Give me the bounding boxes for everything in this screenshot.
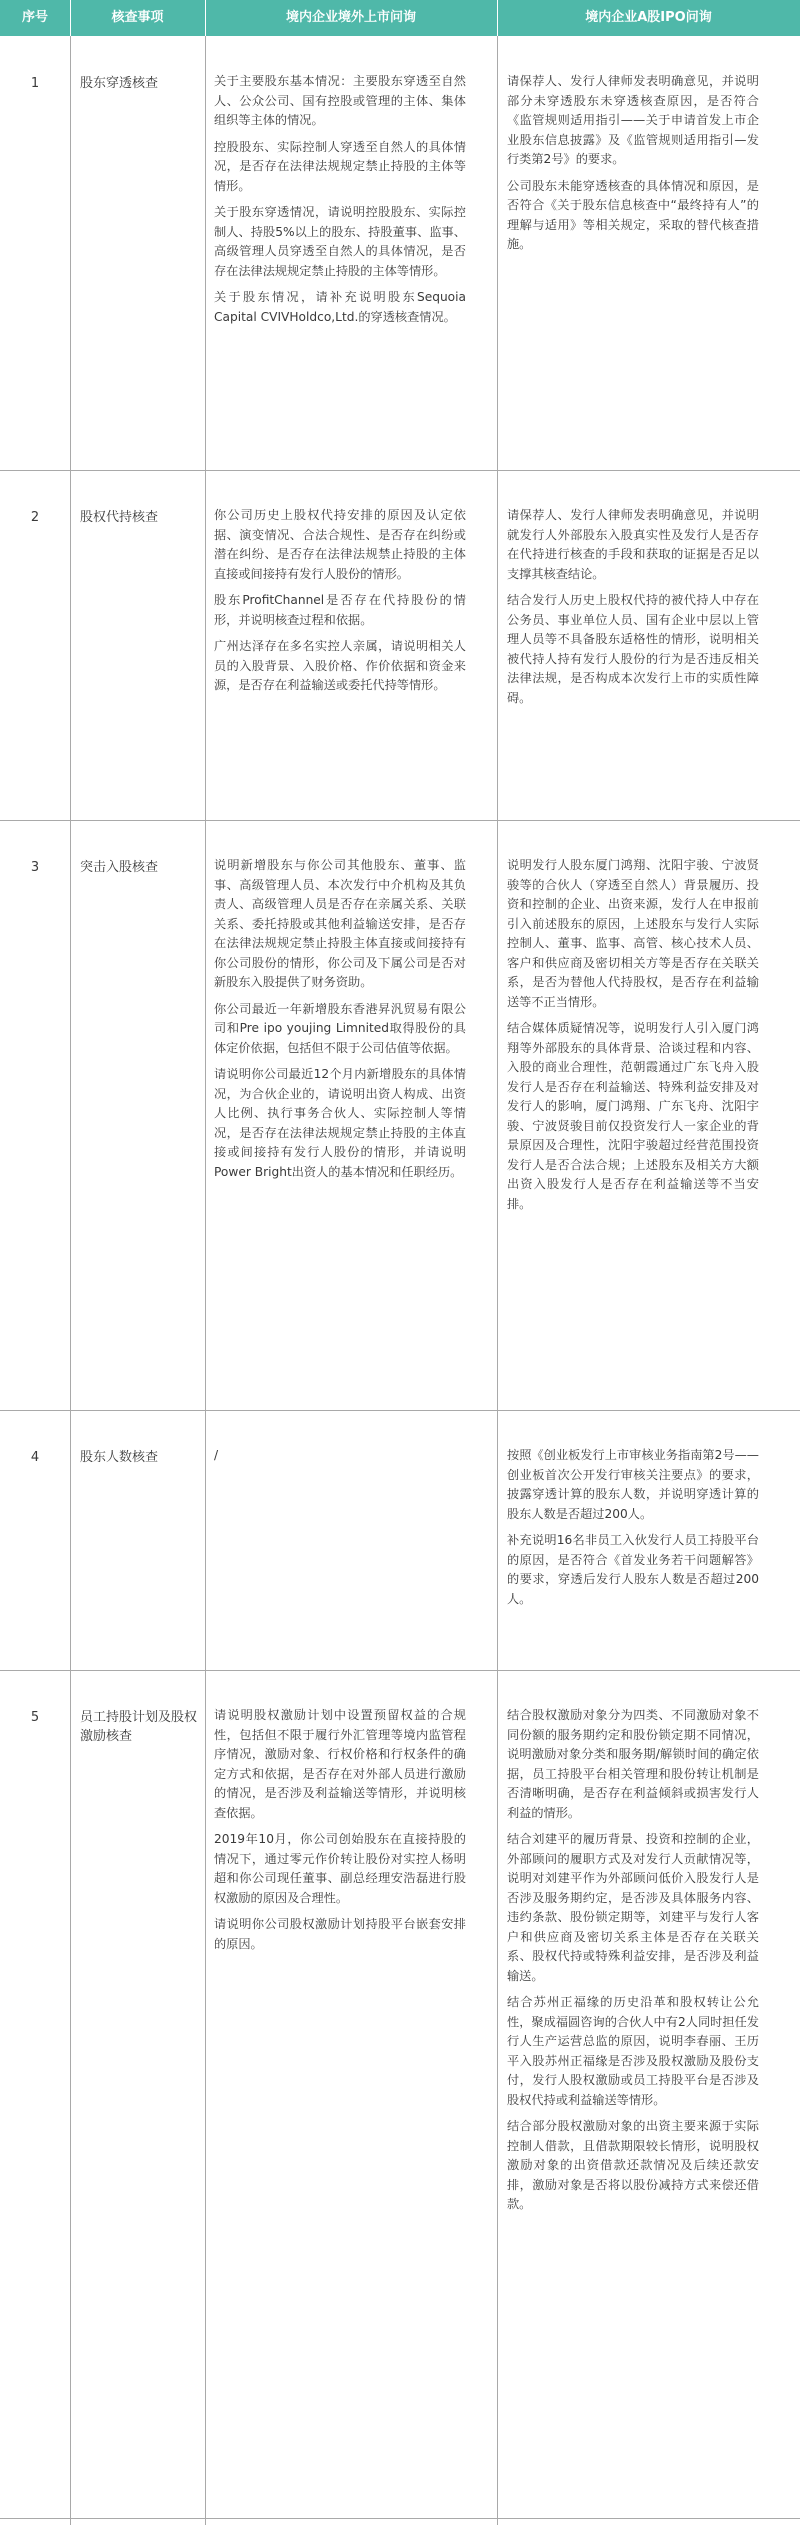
paragraph: 结合股权激励对象分为四类、不同激励对象不同份额的服务期约定和股份锁定期不同情况，说明激励对象分类和服务期/解锁时间的确定依据，员工持股平台相关管理和股份转让机制是否清晰明确，是否存在利益倾斜或损害发行人利益的情形。 [507,1708,759,1820]
header-col-domestic: 境内企业A股IPO问询 [585,10,712,25]
table-row [0,470,800,820]
paragraph: 按照《创业板发行上市审核业务指南第2号——创业板首次公开发行审核关注要点》的要求，披露穿透计算的股东人数，并说明穿透计算的股东人数是否超过200人。 [507,1448,759,1521]
paragraph: 关于股东穿透情况，请说明控股股东、实际控制人、持股5%以上的股东、持股董事、监事、高级管理人员穿透至自然人的具体情况，是否存在法律法规规定禁止持股的主体等情形。 [214,205,466,278]
domestic-cell [507,506,759,715]
row-number: 1 [30,76,40,91]
overseas-cell [214,856,466,1189]
overseas-cell [214,1446,466,1473]
overseas-cell [214,506,466,703]
paragraph: 补充说明16名非员工入伙发行人员工持股平台的原因，是否符合《首发业务若干问题解答》的要求，穿透后发行人股东人数是否超过200人。 [507,1533,759,1606]
paragraph: 你公司历史上股权代持安排的原因及认定依据、演变情况、合法合规性、是否存在纠纷或潜在纠纷、是否存在法律法规禁止持股的主体直接或间接持有发行人股份的情形。 [214,508,466,581]
paragraph: 请说明你公司最近12个月内新增股东的具体情况，为合伙企业的，请说明出资人构成、出资人比例、执行事务合伙人、实际控制人等情况，是否存在法律法规规定禁止持股的主体直接或间接持有发行人股份的情形，并请说明Power Bright出资人的基本情况和任职经历。 [214,1067,466,1179]
paragraph: 请说明股权激励计划中设置预留权益的合规性，包括但不限于履行外汇管理等境内监管程序情况，激励对象、行权价格和行权条件的确定方式和依据，是否存在对外部人员进行激励的情况，是否涉及利益输送等情形，并说明核查依据。 [214,1708,466,1820]
row-item: 股东人数核查 [80,1450,159,1465]
paragraph: 说明发行人股东厦门鸿翔、沈阳宇骏、宁波贤骏等的合伙人（穿透至自然人）背景履历、投资和控制的企业、出资来源，发行人在申报前引入前述股东的原因，上述股东与发行人实际控制人、董事、监事、高管、核心技术人员、客户和供应商及密切相关方等是否存在关联关系，是否为替他人代持股权，是否存在利益输送等不正当情形。 [507,858,759,1009]
paragraph: 2019年10月，你公司创始股东在直接持股的情况下，通过零元作价转让股份对实控人杨明超和你公司现任董事、副总经理安浩磊进行股权激励的原因及合理性。 [214,1832,466,1905]
header-col-item: 核查事项 [111,10,164,25]
paragraph: 股东ProfitChannel是否存在代持股份的情形，并说明核查过程和依据。 [214,593,466,627]
overseas-cell [214,1706,466,1961]
table-row [0,820,800,1410]
row-item: 突击入股核查 [80,860,159,875]
table-header [0,0,800,36]
paragraph: 请说明你公司股权激励计划持股平台嵌套安排的原因。 [214,1917,466,1951]
paragraph: 控股股东、实际控制人穿透至自然人的具体情况，是否存在法律法规规定禁止持股的主体等情形。 [214,139,466,193]
header-col-overseas: 境内企业境外上市问询 [285,10,416,25]
table-row [0,36,800,470]
paragraph: / [214,1448,219,1462]
domestic-cell [507,72,759,262]
paragraph: 结合发行人历史上股权代持的被代持人中存在公务员、事业单位人员、国有企业中层以上管理人员等不具备股东适格性的情形，说明相关被代持人持有发行人股份的行为是否违反相关法律法规，是否构成本次发行上市的实质性障碍。 [507,593,759,705]
paragraph: 公司股东未能穿透核查的具体情况和原因，是否符合《关于股东信息核查中“最终持有人”的理解与适用》等相关规定，采取的替代核查措施。 [507,178,759,251]
paragraph: 请保荐人、发行人律师发表明确意见，并说明就发行人外部股东入股真实性及发行人是否存在代持进行核查的手段和获取的证据是否足以支撑其核查结论。 [507,508,759,581]
row-divider [0,2518,800,2519]
paragraph: 结合媒体质疑情况等，说明发行人引入厦门鸿翔等外部股东的具体背景、洽谈过程和内容、入股的商业合理性，范朝霞通过广东飞舟入股发行人是否存在利益输送、特殊利益安排及对发行人的影响，厦门鸿翔、广东飞舟、沈阳宇骏、宁波贤骏目前仅投资发行人一家企业的背景原因及合理性，沈阳宇骏超过经营范围投资发行人是否合法合规；上述股东及相关方大额出资入股发行人是否存在利益输送等不当安排。 [507,1021,759,1211]
paragraph: 关于主要股东基本情况：主要股东穿透至自然人、公众公司、国有控股或管理的主体、集体组织等主体的情况。 [214,74,466,127]
domestic-cell [507,1446,759,1616]
row-item: 股东穿透核查 [80,76,159,91]
table-row [0,1410,800,1670]
paragraph: 结合刘建平的履历背景、投资和控制的企业，外部顾问的履职方式及对发行人贡献情况等，说明对刘建平作为外部顾问低价入股发行人是否涉及服务期约定，是否涉及具体服务内容、违约条款、股份锁定期等，刘建平与发行人客户和供应商及密切关系主体是否存在关联关系、股权代持或特殊利益安排，是否涉及利益输送。 [507,1832,759,1983]
row-item: 股权代持核查 [80,510,159,525]
overseas-cell [214,72,466,334]
paragraph: 结合苏州正福缘的历史沿革和股权转让公允性，聚成福圆咨询的合伙人中有2人同时担任发行人生产运营总监的原因，说明李春丽、王历平入股苏州正福缘是否涉及股权激励及股份支付，发行人股权激励或员工持股平台是否涉及股权代持或利益输送等情形。 [507,1995,759,2107]
paragraph: 关于股东情况，请补充说明股东Sequoia Capital CVIVHoldco,Ltd.的穿透核查情况。 [214,290,466,324]
row-number: 5 [30,1710,40,1725]
paragraph: 你公司最近一年新增股东香港昇汎贸易有限公司和Pre ipo youjing Limnited取得股份的具体定价依据，包括但不限于公司估值等依据。 [214,1001,466,1055]
row-number: 4 [30,1450,40,1465]
domestic-cell [507,1706,759,2222]
row-number: 3 [30,860,40,875]
header-col-no: 序号 [21,10,48,25]
paragraph: 请保荐人、发行人律师发表明确意见，并说明部分未穿透股东未穿透核查原因，是否符合《监管规则适用指引——关于申请首发上市企业股东信息披露》及《监管规则适用指引—发行类第2号》的要求。 [507,74,759,166]
paragraph: 广州达泽存在多名实控人亲属，请说明相关人员的入股背景、入股价格、作价依据和资金来源，是否存在利益输送或委托代持等情形。 [214,639,466,692]
row-item: 员工持股计划及股权激励核查 [80,1710,198,1744]
paragraph: 说明新增股东与你公司其他股东、董事、监事、高级管理人员、本次发行中介机构及其负责人、高级管理人员是否存在亲属关系、关联关系、委托持股或其他利益输送安排，是否存在法律法规规定禁止持股主体直接或间接持有你公司股份的情形，你公司及下属公司是否对新股东入股提供了财务资助。 [214,858,466,989]
row-number: 2 [30,510,40,525]
table-row [0,1670,800,2518]
paragraph: 结合部分股权激励对象的出资主要来源于实际控制人借款，且借款期限较长情形，说明股权激励对象的出资借款还款情况及后续还款安排，激励对象是否将以股份减持方式来偿还借款。 [507,2119,759,2211]
domestic-cell [507,856,759,1221]
